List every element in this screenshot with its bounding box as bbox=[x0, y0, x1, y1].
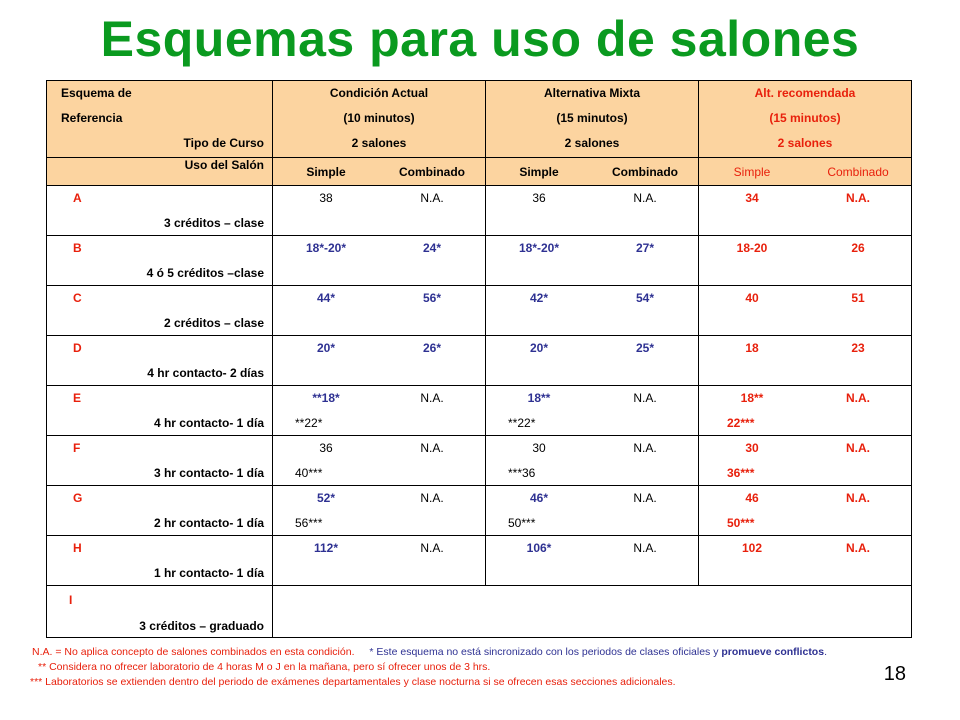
combined-value: N.A. bbox=[633, 491, 657, 506]
mixed-cell bbox=[486, 336, 699, 386]
table-row bbox=[47, 486, 912, 536]
header-reference-line2: Referencia bbox=[61, 111, 123, 125]
current-cell bbox=[273, 186, 486, 236]
recommended-cell bbox=[699, 486, 912, 536]
footnote-triple-star: *** Laboratorios se extienden dentro del periodo de exámenes departamentales y clase nocturna si se ofrecen esas secciones adicionales. bbox=[30, 676, 676, 688]
row-letter: H bbox=[73, 541, 82, 555]
header-reference-line1: Esquema de bbox=[61, 86, 132, 100]
table-row bbox=[47, 336, 912, 386]
simple-value-alt: 22*** bbox=[727, 415, 755, 430]
combined-value: N.A. bbox=[846, 191, 870, 206]
empty-cell bbox=[273, 586, 912, 638]
simple-value: 18** bbox=[740, 391, 764, 406]
simple-value: 18*-20* bbox=[518, 241, 560, 256]
row-label bbox=[47, 386, 273, 436]
row-letter: F bbox=[73, 441, 81, 455]
usage-simple: Simple bbox=[733, 164, 771, 179]
simple-value: 46 bbox=[745, 491, 759, 506]
footnote-star-text: * Este esquema no está sincronizado con los periodos de clases oficiales y bbox=[369, 646, 722, 658]
combined-value: 27* bbox=[635, 241, 655, 256]
simple-value: 18 bbox=[745, 341, 759, 356]
simple-value: 52* bbox=[316, 491, 336, 506]
combined-value: 26 bbox=[851, 241, 865, 256]
recommended-cell bbox=[699, 436, 912, 486]
simple-value: 20* bbox=[316, 341, 336, 356]
combined-value: 54* bbox=[635, 291, 655, 306]
table-row bbox=[47, 586, 912, 638]
row-letter: A bbox=[73, 191, 82, 205]
mixed-cell bbox=[486, 386, 699, 436]
mixed-cell bbox=[486, 536, 699, 586]
combined-value: 26* bbox=[422, 341, 442, 356]
combined-value: N.A. bbox=[846, 491, 870, 506]
row-letter: I bbox=[69, 593, 73, 607]
header-recommended bbox=[699, 81, 912, 158]
combined-value: 24* bbox=[422, 241, 442, 256]
row-label bbox=[47, 436, 273, 486]
combined-value: N.A. bbox=[420, 391, 444, 406]
simple-value: 112* bbox=[313, 541, 339, 556]
usage-current bbox=[273, 158, 486, 186]
mixed-cell bbox=[486, 436, 699, 486]
row-letter: D bbox=[73, 341, 82, 355]
usage-simple: Simple bbox=[519, 164, 559, 179]
row-label bbox=[47, 486, 273, 536]
header-row bbox=[47, 81, 912, 158]
combined-value: N.A. bbox=[420, 441, 444, 456]
recommended-cell bbox=[699, 286, 912, 336]
footnote-double-star: ** Considera no ofrecer laboratorio de 4 horas M o J en la mañana, pero sí ofrecer unos de 3 hrs. bbox=[38, 661, 491, 673]
row-letter: G bbox=[73, 491, 83, 505]
row-description: 3 créditos – graduado bbox=[139, 619, 264, 633]
usage-combined: Combinado bbox=[399, 164, 465, 179]
row-description: 1 hr contacto- 1 día bbox=[153, 566, 264, 580]
simple-value-alt: **22* bbox=[295, 415, 323, 430]
combined-value: N.A. bbox=[633, 191, 657, 206]
row-letter: C bbox=[73, 291, 82, 305]
combined-value: 23 bbox=[851, 341, 865, 356]
usage-row bbox=[47, 158, 912, 186]
table-row bbox=[47, 236, 912, 286]
current-cell bbox=[273, 236, 486, 286]
row-label bbox=[47, 286, 273, 336]
table-row bbox=[47, 436, 912, 486]
table-row bbox=[47, 186, 912, 236]
simple-value: 42* bbox=[529, 291, 549, 306]
combined-value: N.A. bbox=[633, 541, 657, 556]
header-mixed bbox=[486, 81, 699, 158]
usage-label: Uso del Salón bbox=[184, 158, 264, 172]
row-description: 4 hr contacto- 2 días bbox=[147, 366, 264, 380]
row-description: 4 ó 5 créditos –clase bbox=[146, 266, 264, 280]
header-current-line2: (10 minutos) bbox=[343, 111, 415, 125]
row-label bbox=[47, 236, 273, 286]
mixed-cell bbox=[486, 286, 699, 336]
recommended-cell bbox=[699, 186, 912, 236]
footnote-na-and-star bbox=[32, 646, 827, 658]
simple-value: 30 bbox=[532, 441, 546, 456]
usage-simple: Simple bbox=[306, 164, 346, 179]
usage-mixed bbox=[486, 158, 699, 186]
header-mixed-line2: (15 minutos) bbox=[556, 111, 628, 125]
page-number: 18 bbox=[883, 663, 906, 685]
row-description: 2 hr contacto- 1 día bbox=[153, 516, 264, 530]
current-cell bbox=[273, 286, 486, 336]
row-letter: B bbox=[73, 241, 82, 255]
footnote-star-end: . bbox=[824, 646, 827, 658]
simple-value: 38 bbox=[319, 191, 333, 206]
current-cell bbox=[273, 486, 486, 536]
header-current-line1: Condición Actual bbox=[329, 86, 429, 100]
usage-recommended bbox=[699, 158, 912, 186]
footnote-star-emphasis: promueve conflictos bbox=[721, 646, 825, 658]
combined-value: 56* bbox=[422, 291, 442, 306]
current-cell bbox=[273, 336, 486, 386]
page-title: Esquemas para uso de salones bbox=[100, 11, 860, 67]
simple-value-alt: 40*** bbox=[295, 465, 323, 480]
row-letter: E bbox=[73, 391, 82, 405]
header-recommended-line1: Alt. recomendada bbox=[754, 86, 856, 100]
simple-value-alt: ***36 bbox=[508, 465, 536, 480]
simple-value-alt: 50*** bbox=[727, 515, 755, 530]
simple-value: 102 bbox=[741, 541, 763, 556]
combined-value: 25* bbox=[635, 341, 655, 356]
row-label bbox=[47, 186, 273, 236]
simple-value-alt: 50*** bbox=[508, 515, 536, 530]
simple-value: **18* bbox=[312, 391, 340, 406]
mixed-cell bbox=[486, 236, 699, 286]
combined-value: N.A. bbox=[420, 191, 444, 206]
simple-value-alt: **22* bbox=[508, 415, 536, 430]
simple-value: 36 bbox=[532, 191, 546, 206]
simple-value-alt: 36*** bbox=[727, 465, 755, 480]
combined-value: N.A. bbox=[846, 441, 870, 456]
footnote-star bbox=[369, 646, 827, 658]
row-description: 3 créditos – clase bbox=[163, 216, 264, 230]
schemes-table bbox=[46, 80, 912, 638]
footnote-na: N.A. = No aplica concepto de salones combinados en esta condición. bbox=[32, 646, 355, 658]
simple-value: 36 bbox=[319, 441, 333, 456]
recommended-cell bbox=[699, 236, 912, 286]
header-recommended-line3: 2 salones bbox=[777, 136, 833, 150]
table-body bbox=[47, 186, 912, 586]
header-reference bbox=[47, 81, 273, 158]
combined-value: N.A. bbox=[420, 541, 444, 556]
row-label bbox=[47, 586, 273, 638]
mixed-cell bbox=[486, 486, 699, 536]
row-description: 2 créditos – clase bbox=[163, 316, 264, 330]
header-course-type: Tipo de Curso bbox=[183, 136, 264, 150]
row-description: 3 hr contacto- 1 día bbox=[153, 466, 264, 480]
simple-value: 34 bbox=[745, 191, 759, 206]
usage-combined: Combinado bbox=[612, 164, 678, 179]
simple-value: 30 bbox=[745, 441, 759, 456]
simple-value: 18-20 bbox=[736, 241, 768, 256]
combined-value: N.A. bbox=[633, 391, 657, 406]
row-description: 4 hr contacto- 1 día bbox=[153, 416, 264, 430]
header-current-line3: 2 salones bbox=[351, 136, 407, 150]
simple-value: 46* bbox=[529, 491, 549, 506]
simple-value: 44* bbox=[316, 291, 336, 306]
table-row bbox=[47, 386, 912, 436]
simple-value: 106* bbox=[526, 541, 552, 556]
mixed-cell bbox=[486, 186, 699, 236]
usage-combined: Combinado bbox=[827, 164, 889, 179]
simple-value: 18** bbox=[527, 391, 551, 406]
combined-value: N.A. bbox=[846, 541, 870, 556]
current-cell bbox=[273, 386, 486, 436]
recommended-cell bbox=[699, 386, 912, 436]
table-row bbox=[47, 286, 912, 336]
row-label bbox=[47, 536, 273, 586]
simple-value: 18*-20* bbox=[305, 241, 347, 256]
current-cell bbox=[273, 436, 486, 486]
current-cell bbox=[273, 536, 486, 586]
simple-value: 40 bbox=[745, 291, 759, 306]
recommended-cell bbox=[699, 336, 912, 386]
simple-value: 20* bbox=[529, 341, 549, 356]
usage-label-cell bbox=[47, 158, 273, 186]
header-recommended-line2: (15 minutos) bbox=[769, 111, 841, 125]
simple-value-alt: 56*** bbox=[295, 515, 323, 530]
header-mixed-line1: Alternativa Mixta bbox=[543, 86, 641, 100]
row-label bbox=[47, 336, 273, 386]
combined-value: 51 bbox=[851, 291, 865, 306]
combined-value: N.A. bbox=[846, 391, 870, 406]
header-mixed-line3: 2 salones bbox=[564, 136, 620, 150]
combined-value: N.A. bbox=[633, 441, 657, 456]
recommended-cell bbox=[699, 536, 912, 586]
header-current bbox=[273, 81, 486, 158]
table-row bbox=[47, 536, 912, 586]
combined-value: N.A. bbox=[420, 491, 444, 506]
